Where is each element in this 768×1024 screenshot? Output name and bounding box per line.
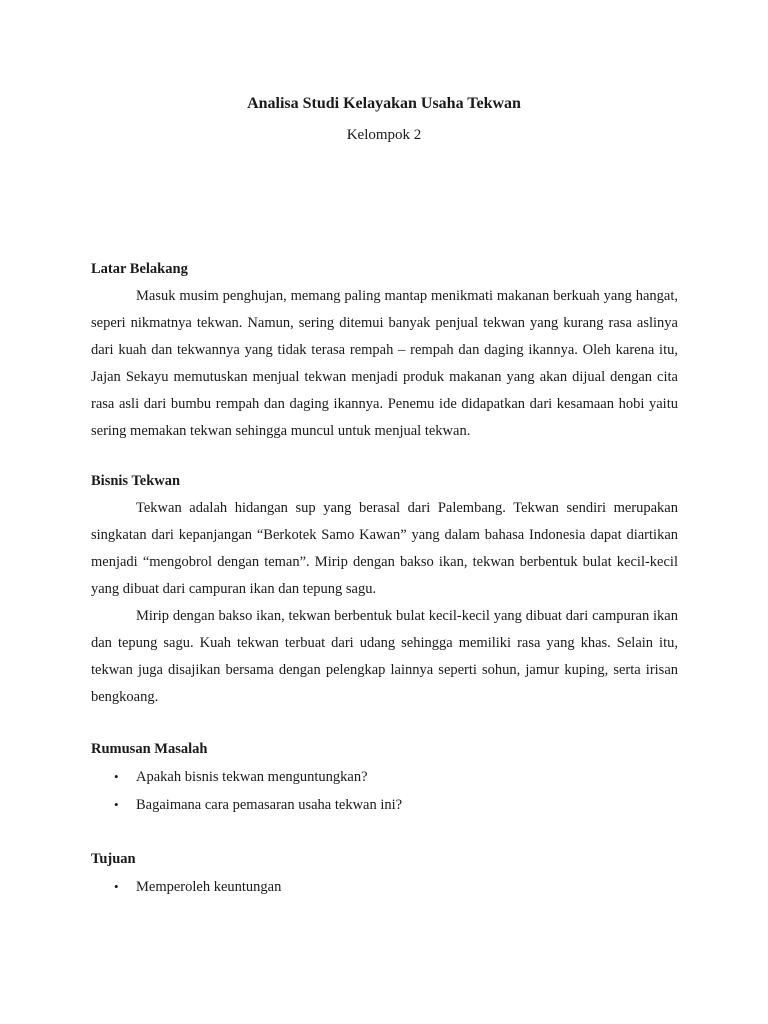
list-item-text: Memperoleh keuntungan	[136, 879, 282, 895]
list-item	[91, 873, 678, 901]
section-latar-belakang	[91, 255, 678, 445]
list-item-text: Bagaimana cara pemasaran usaha tekwan ini?	[136, 797, 403, 813]
bullet-icon: •	[114, 797, 119, 812]
section-tujuan	[91, 845, 678, 901]
list-item	[91, 791, 678, 819]
paragraph: Masuk musim penghujan, memang paling mantap menikmati makanan berkuah yang hangat, seperi nikmatnya tekwan. Namun, sering ditemui banyak penjual tekwan yang kurang rasa aslinya dari kuah dan tekwannya yang tidak terasa rempah – rempah dan daging ikannya. Oleh karena itu, Jajan Sekayu memutuskan menjual tekwan menjadi produk makanan yang akan dijual dengan cita rasa asli dari bumbu rempah dan daging ikannya. Penemu ide didapatkan dari kesamaan hobi yaitu sering memakan tekwan sehingga muncul untuk menjual tekwan.	[91, 288, 678, 439]
section-heading: Tujuan	[91, 851, 136, 867]
bullet-list	[91, 763, 678, 819]
section-heading: Rumusan Masalah	[91, 741, 208, 757]
paragraph: Tekwan adalah hidangan sup yang berasal dari Palembang. Tekwan sendiri merupakan singkatan dari kepanjangan “Berkotek Samo Kawan” yang dalam bahasa Indonesia dapat diartikan menjadi “mengobrol dengan teman”. Mirip dengan bakso ikan, tekwan berbentuk bulat kecil-kecil yang dibuat dari campuran ikan dan tepung sagu.	[91, 500, 678, 597]
bullet-icon: •	[114, 769, 119, 784]
paragraph: Mirip dengan bakso ikan, tekwan berbentuk bulat kecil-kecil yang dibuat dari campuran ikan dan tepung sagu. Kuah tekwan terbuat dari udang sehingga memiliki rasa yang khas. Selain itu, tekwan juga disajikan bersama dengan pelengkap lainnya seperti sohun, jamur kuping, serta irisan bengkoang.	[91, 608, 678, 705]
list-item	[91, 763, 678, 791]
section-rumusan-masalah	[91, 735, 678, 819]
section-heading: Bisnis Tekwan	[91, 473, 181, 489]
document-subtitle: Kelompok 2	[346, 127, 422, 143]
list-item-text: Apakah bisnis tekwan menguntungkan?	[136, 769, 368, 785]
section-heading: Latar Belakang	[91, 261, 188, 277]
bullet-list	[91, 873, 678, 901]
section-bisnis-tekwan	[91, 467, 678, 711]
bullet-icon: •	[114, 879, 119, 894]
document-title: Analisa Studi Kelayakan Usaha Tekwan	[247, 95, 521, 112]
